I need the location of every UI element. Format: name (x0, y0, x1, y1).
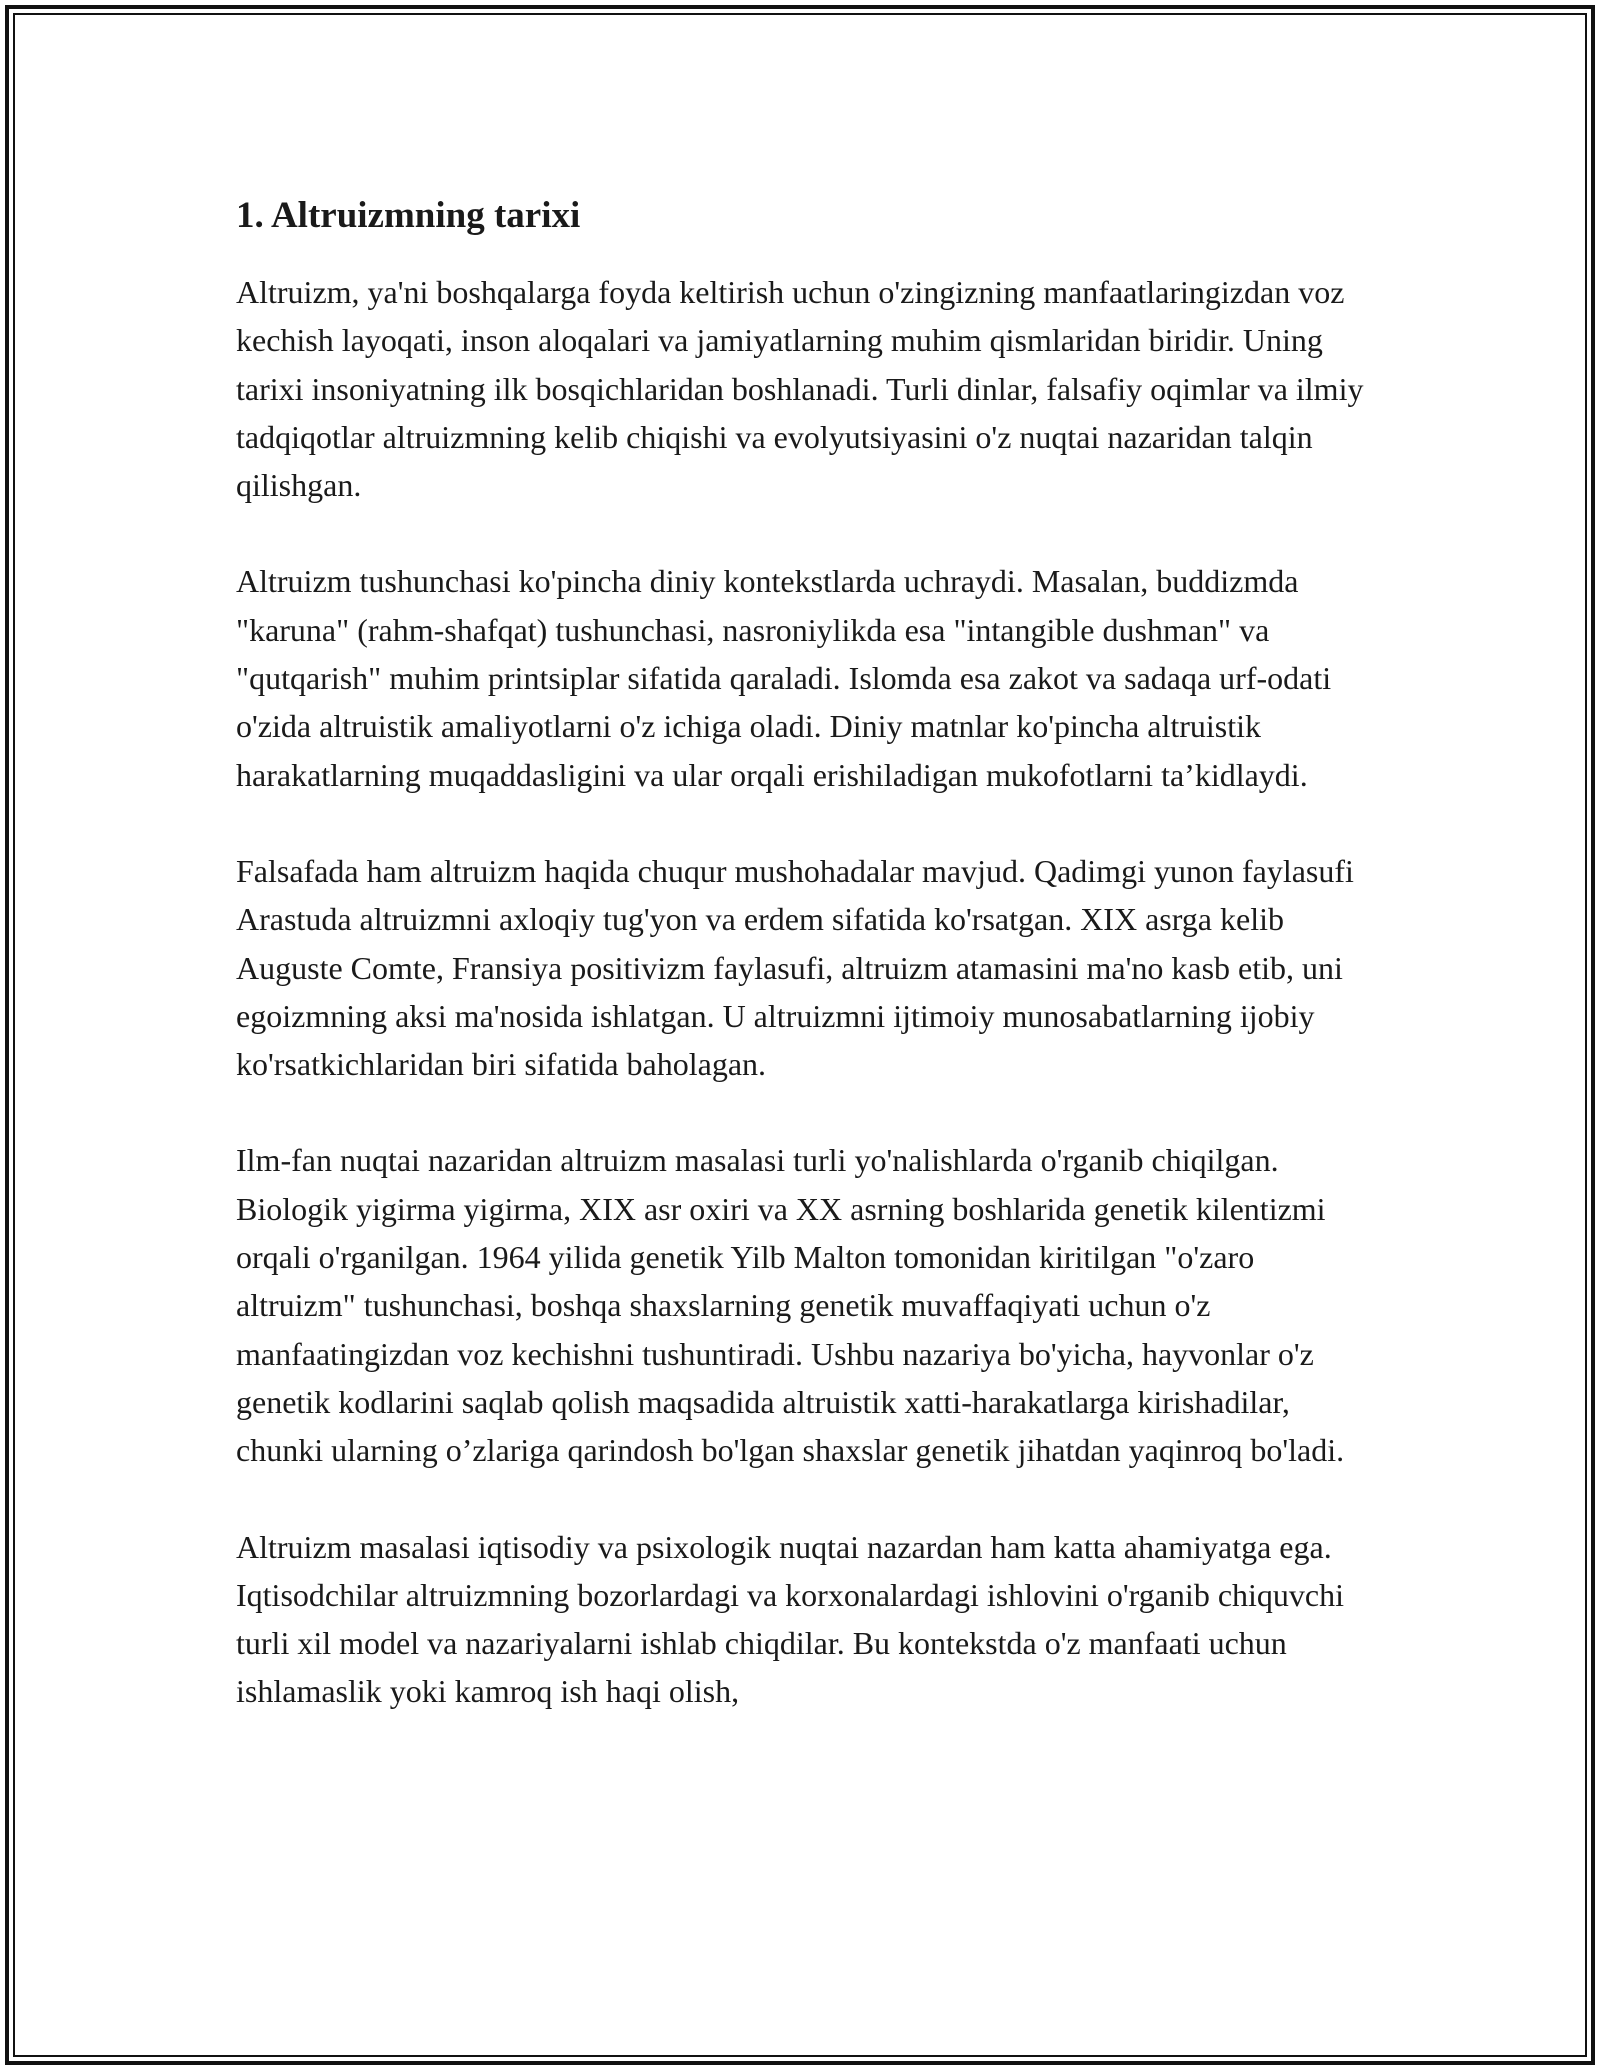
paragraph-1: Altruizm, ya'ni boshqalarga foyda keltirish uchun o'zingizning manfaatlaringizdan voz kechish layoqati, inson aloqalari va jamiyatlarning muhim qismlaridan biridir. Uning tarixi insoniyatning ilk bosqichlaridan boshlanadi. Turli dinlar, falsafiy oqimlar va ilmiy tadqiqotlar altruizmning kelib chiqishi va evolyutsiyasini o'z nuqtai nazaridan talqin qilishgan. (236, 274, 1364, 504)
document-body (236, 186, 1376, 1764)
paragraph-5: Altruizm masalasi iqtisodiy va psixologik nuqtai nazardan ham katta ahamiyatga ega. Iqtisodchilar altruizmning bozorlardagi va korxonalardagi ishlovini o'rganib chiquvchi turli xil model va nazariyalarni ishlab chiqdilar. Bu kontekstda o'z manfaati uchun ishlamaslik yoki kamroq ish haqi olish, (236, 1528, 1344, 1710)
section-heading: 1. Altruizmning tarixi (236, 195, 581, 236)
paragraph-3: Falsafada ham altruizm haqida chuqur mushohadalar mavjud. Qadimgi yunon faylasufi Arastuda altruizmni axloqiy tug'yon va erdem sifatida ko'rsatgan. XIX asrga kelib Auguste Comte, Fransiya positivizm faylasufi, altruizm atamasini ma'no kasb etib, uni egoizmning aksi ma'nosida ishlatgan. U altruizmni ijtimoiy munosabatlarning ijobiy ko'rsatkichlaridan biri sifatida baholagan. (236, 852, 1354, 1083)
paragraph-2: Altruizm tushunchasi ko'pincha diniy kontekstlarda uchraydi. Masalan, buddizmda "karuna" (rahm-shafqat) tushunchasi, nasroniylikda esa "intangible dushman" va "qutqarish" muhim printsiplar sifatida qaraladi. Islomda esa zakot va sadaqa urf-odati o'zida altruistik amaliyotlarni o'z ichiga oladi. Diniy matnlar ko'pincha altruistik harakatlarning muqaddasligini va ular orqali erishiladigan mukofotlarni ta’kidlaydi. (236, 563, 1332, 793)
paragraph-4: Ilm-fan nuqtai nazaridan altruizm masalasi turli yo'nalishlarda o'rganib chiqilgan. Biologik yigirma yigirma, XIX asr oxiri va XX asrning boshlarida genetik kilentizmi orqali o'rganilgan. 1964 yilida genetik Yilb Malton tomonidan kiritilgan "o'zaro altruizm" tushunchasi, boshqa shaxslarning genetik muvaffaqiyati uchun o'z manfaatingizdan voz kechishni tushuntiradi. Ushbu nazariya bo'yicha, hayvonlar o'z genetik kodlarini saqlab qolish maqsadida altruistik xatti-harakatlarga kirishadilar, chunki ularning o’zlariga qarindosh bo'lgan shaxslar genetik jihatdan yaqinroq bo'ladi. (236, 1142, 1345, 1469)
